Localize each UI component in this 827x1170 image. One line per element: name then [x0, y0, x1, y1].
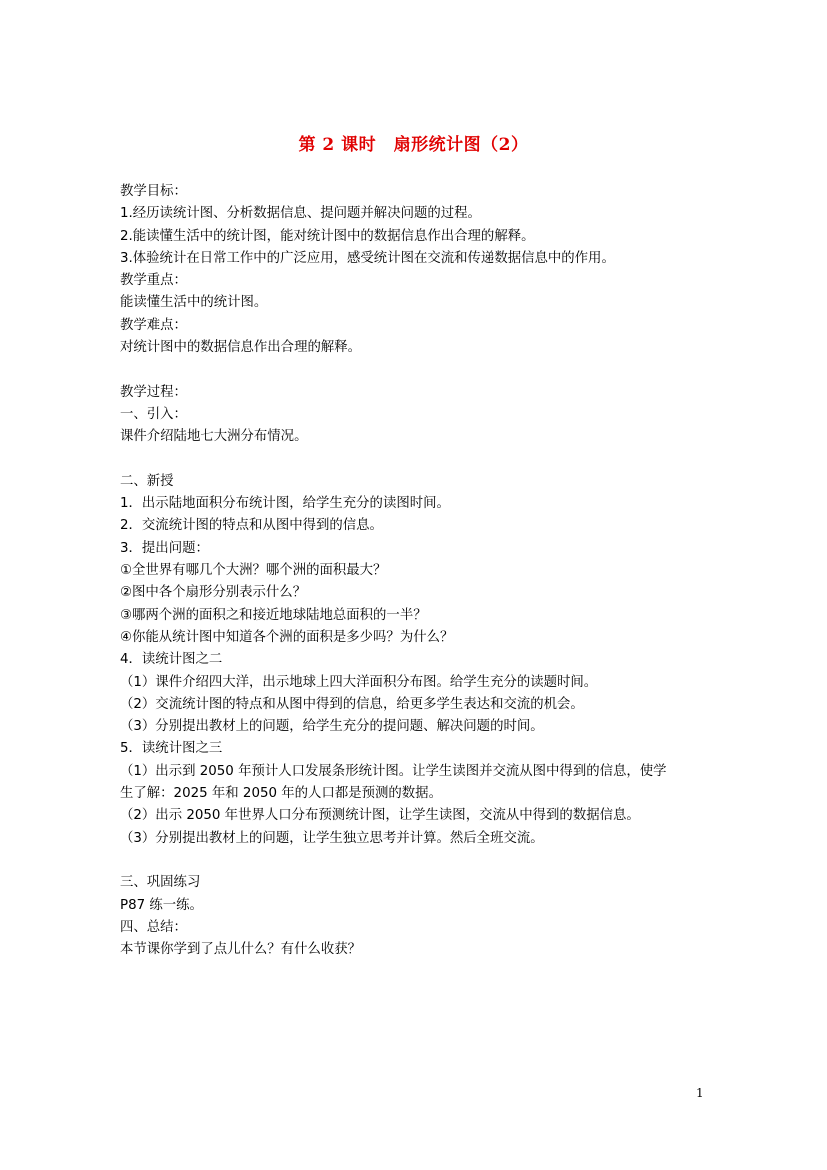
- text-line: 一、引入：: [120, 406, 187, 422]
- text-line: 4．读统计图之二: [120, 652, 223, 668]
- text-line: 2.能读懂生活中的统计图，能对统计图中的数据信息作出合理的解释。: [120, 228, 535, 244]
- text-line: 3．提出问题：: [120, 540, 209, 556]
- text-line: ③哪两个洲的面积之和接近地球陆地总面积的一半？: [120, 607, 427, 623]
- page-title: 第 2 课时 扇形统计图（2）: [298, 135, 529, 155]
- text-line: 5．读统计图之三: [120, 741, 223, 757]
- text-line: （3）分别提出教材上的问题，给学生充分的提问题、解决问题的时间。: [120, 719, 544, 735]
- text-line: 本节课你学到了点儿什么？有什么收获？: [120, 942, 362, 958]
- text-line: 2．交流统计图的特点和从图中得到的信息。: [120, 518, 383, 534]
- text-line: 生了解：2025 年和 2050 年的人口都是预测的数据。: [120, 786, 442, 802]
- text-line: 四、总结：: [120, 919, 187, 935]
- text-line: （1）课件介绍四大洋，出示地球上四大洋面积分布图。给学生充分的读题时间。: [120, 674, 598, 690]
- document-body: [120, 181, 710, 961]
- text-line: P87 练一练。: [120, 897, 203, 913]
- text-line: （2）交流统计图的特点和从图中得到的信息，给更多学生表达和交流的机会。: [120, 696, 584, 712]
- text-line: 二、新授: [120, 473, 174, 489]
- text-line: （2）出示 2050 年世界人口分布预测统计图，让学生读图，交流从中得到的数据信息。: [120, 808, 640, 824]
- text-line: 能读懂生活中的统计图。: [120, 295, 268, 311]
- text-line: （3）分别提出教材上的问题，让学生独立思考并计算。然后全班交流。: [120, 830, 544, 846]
- blank-line: [120, 359, 710, 381]
- text-line: 课件介绍陆地七大洲分布情况。: [120, 429, 308, 445]
- page-number: 1: [696, 1086, 704, 1100]
- text-line: 教学难点：: [120, 317, 187, 333]
- text-line: 对统计图中的数据信息作出合理的解释。: [120, 340, 362, 356]
- text-line: ①全世界有哪几个大洲？哪个洲的面积最大？: [120, 563, 387, 579]
- text-line: 教学目标：: [120, 184, 187, 199]
- text-line: ④你能从统计图中知道各个洲的面积是多少吗？为什么？: [120, 629, 454, 645]
- text-line: 1．出示陆地面积分布统计图，给学生充分的读图时间。: [120, 496, 450, 512]
- blank-line: [120, 449, 710, 471]
- text-line: （1）出示到 2050 年预计人口发展条形统计图。让学生读图并交流从图中得到的信息，使学: [120, 763, 667, 779]
- text-line: 1.经历读统计图、分析数据信息、提问题并解决问题的过程。: [120, 206, 481, 222]
- text-line: 教学重点：: [120, 273, 187, 289]
- blank-line: [120, 850, 710, 872]
- text-line: ②图中各个扇形分别表示什么？: [120, 585, 307, 601]
- text-line: 3.体验统计在日常工作中的广泛应用，感受统计图在交流和传递数据信息中的作用。: [120, 250, 615, 266]
- text-line: 教学过程：: [120, 384, 187, 400]
- text-line: 三、巩固练习: [120, 875, 201, 891]
